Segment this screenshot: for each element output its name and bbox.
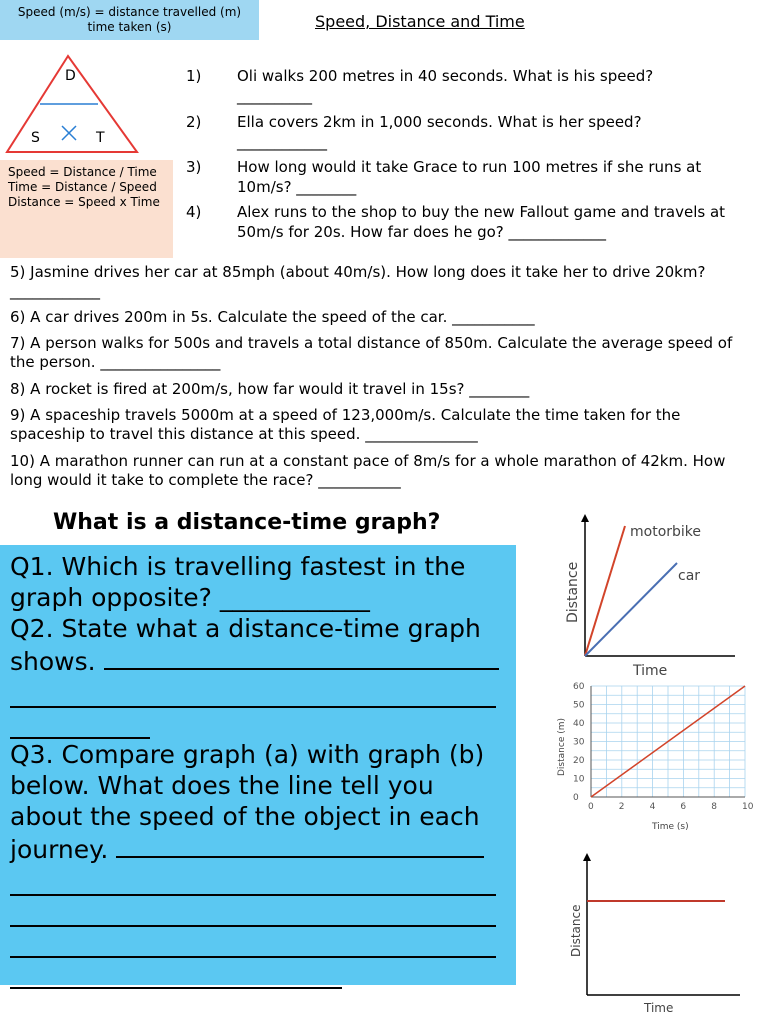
question-6: 6) A car drives 200m in 5s. Calculate the speed of the car. ___________ bbox=[10, 308, 535, 326]
x-axis-label: Time bbox=[633, 663, 668, 679]
answer-line bbox=[10, 958, 342, 989]
y-axis-arrow bbox=[581, 514, 589, 522]
answer-line bbox=[10, 708, 150, 739]
answer-line bbox=[10, 927, 496, 958]
y-tick-label: 20 bbox=[573, 756, 585, 766]
question-10: 10) A marathon runner can run at a constant pace of 8m/s for a whole marathon of 42km. How long would it take to complete the race? ___________ bbox=[10, 452, 726, 489]
triangle-letter-s: S bbox=[31, 130, 40, 146]
speed-formula-box bbox=[0, 0, 259, 40]
stationary-graph bbox=[560, 845, 760, 1020]
question-3-text: How long would it take Grace to run 100 metres if she runs at 10m/s? ________ bbox=[237, 158, 702, 196]
question-3-number: 3) bbox=[186, 158, 202, 176]
answer-line bbox=[10, 677, 496, 708]
car-label: car bbox=[678, 568, 701, 584]
x-tick-label: 0 bbox=[588, 802, 594, 812]
x-axis-label: Time bbox=[644, 1001, 674, 1015]
answer-line bbox=[10, 865, 496, 896]
question-9: 9) A spaceship travels 5000m at a speed of 123,000m/s. Calculate the time taken for the spaceship to travel this distance at this speed. _______________ bbox=[10, 406, 681, 443]
y-tick-label: 40 bbox=[573, 719, 585, 729]
x-axis-label: Time (s) bbox=[652, 822, 689, 832]
rearranged-formulas-box bbox=[0, 160, 173, 258]
y-tick-label: 0 bbox=[573, 793, 579, 803]
question-7: 7) A person walks for 500s and travels a total distance of 850m. Calculate the average speed of the person. ________________ bbox=[10, 334, 733, 371]
y-axis-label: Distance (m) bbox=[557, 717, 567, 776]
question-2-text: Ella covers 2km in 1,000 seconds. What is her speed? ____________ bbox=[237, 113, 642, 151]
question-1-number: 1) bbox=[186, 67, 202, 85]
answer-line bbox=[10, 896, 496, 927]
graph-question-3: Q3. Compare graph (a) with graph (b) below. What does the line tell you about the speed of the object in each journey. bbox=[10, 740, 485, 864]
motorbike-car-graph bbox=[555, 508, 755, 683]
graph-question-1: Q1. Which is travelling fastest in the graph opposite? ____________ bbox=[10, 552, 466, 612]
x-tick-label: 6 bbox=[680, 802, 687, 812]
motorbike-label: motorbike bbox=[630, 524, 702, 540]
rule-distance: Distance = Speed x Time bbox=[8, 195, 160, 209]
x-tick-label: 8 bbox=[711, 802, 717, 812]
formula-line-1: Speed (m/s) = distance travelled (m) bbox=[17, 5, 242, 19]
x-tick-label: 4 bbox=[649, 802, 656, 812]
answer-line bbox=[116, 832, 484, 858]
triangle-letter-d: D bbox=[65, 68, 76, 84]
question-8: 8) A rocket is fired at 200m/s, how far would it travel in 15s? ________ bbox=[10, 380, 530, 398]
y-tick-label: 10 bbox=[573, 774, 585, 785]
graph-question-2: Q2. State what a distance-time graph shows. bbox=[10, 614, 481, 676]
question-4-number: 4) bbox=[186, 203, 202, 221]
y-tick-label: 50 bbox=[573, 700, 585, 711]
rule-speed: Speed = Distance / Time bbox=[8, 165, 157, 179]
question-4-text: Alex runs to the shop to buy the new Fallout game and travels at 50m/s for 20s. How far does he go? _____________ bbox=[237, 203, 726, 241]
x-tick-label: 2 bbox=[618, 802, 625, 812]
y-tick-label: 60 bbox=[573, 682, 585, 692]
y-axis-label: Distance bbox=[565, 561, 581, 623]
question-2-number: 2) bbox=[186, 113, 202, 131]
question-5: 5) Jasmine drives her car at 85mph (about 40m/s). How long does it take her to drive 20km? ____________ bbox=[10, 263, 706, 300]
rule-time: Time = Distance / Speed bbox=[8, 180, 157, 194]
graph-questions-box bbox=[0, 545, 516, 985]
graph-section-heading: What is a distance-time graph? bbox=[53, 510, 441, 535]
dst-triangle-diagram bbox=[5, 52, 139, 156]
triangle-letter-t: T bbox=[96, 130, 105, 146]
formula-line-2: time taken (s) bbox=[87, 20, 172, 34]
y-axis-arrow bbox=[583, 853, 591, 861]
distance-time-grid-graph bbox=[550, 678, 755, 838]
y-tick-label: 30 bbox=[573, 737, 585, 748]
answer-line bbox=[104, 644, 499, 670]
y-axis-label: Distance bbox=[569, 904, 583, 957]
tick-labels bbox=[573, 682, 754, 812]
x-tick-label: 10 bbox=[742, 802, 754, 812]
question-1-text: Oli walks 200 metres in 40 seconds. What is his speed? __________ bbox=[237, 67, 654, 105]
page-title: Speed, Distance and Time bbox=[315, 12, 525, 31]
